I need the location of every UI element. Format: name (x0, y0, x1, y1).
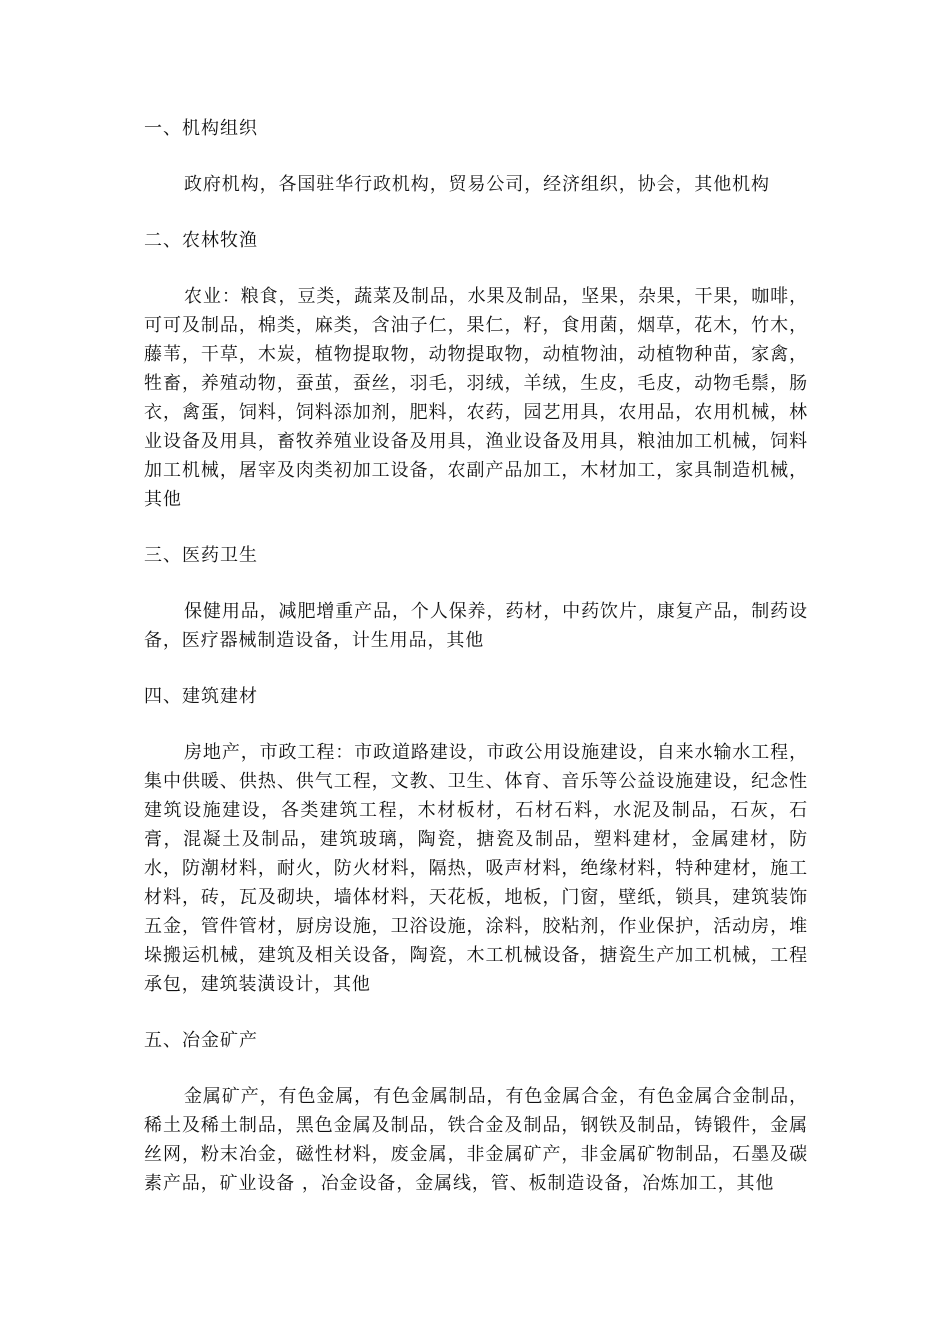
section-heading-organizations: 一、机构组织 (144, 118, 258, 139)
section-body-medicine: 保健用品，减肥增重产品，个人保养，药材，中药饮片，康复产品，制药设备，医疗器械制造设备，计生用品，其他 (144, 601, 808, 651)
section-body-agriculture: 农业：粮食，豆类，蔬菜及制品，水果及制品，坚果，杂果，干果，咖啡，可可及制品，棉类，麻类，含油子仁，果仁，籽，食用菌，烟草，花木，竹木，藤苇，干草，木炭，植物提取物，动物提取物，动植物油，动植物种苗，家禽，牲畜，养殖动物，蚕茧，蚕丝，羽毛，羽绒，羊绒，生皮，毛皮，动物毛鬃，肠衣，禽蛋，饲料，饲料添加剂，肥料，农药，园艺用具，农用品，农用机械，林业设备及用具，畜牧养殖业设备及用具，渔业设备及用具，粮油加工机械，饲料加工机械，屠宰及肉类初加工设备，农副产品加工，木材加工，家具制造机械，其他 (144, 286, 808, 510)
section-heading-metallurgy: 五、冶金矿产 (144, 1030, 258, 1051)
spacer (144, 199, 808, 226)
spacer (144, 1055, 808, 1082)
section-heading-medicine: 三、医药卫生 (144, 545, 258, 566)
spacer (144, 711, 808, 738)
spacer (144, 143, 808, 170)
spacer (144, 514, 808, 541)
section-body-organizations: 政府机构，各国驻华行政机构，贸易公司，经济组织，协会，其他机构 (184, 174, 770, 195)
section-body-metallurgy: 金属矿产，有色金属，有色金属制品，有色金属合金，有色金属合金制品，稀土及稀土制品，黑色金属及制品，铁合金及制品，钢铁及制品，铸锻件，金属丝网，粉末冶金，磁性材料，废金属，非金属矿产，非金属矿物制品，石墨及碳素产品，矿业设备 ，冶金设备，金属线，管、板制造设备，冶炼加工，其他 (144, 1086, 808, 1194)
section-heading-construction: 四、建筑建材 (144, 686, 258, 707)
section-heading-agriculture: 二、农林牧渔 (144, 230, 258, 251)
spacer (144, 255, 808, 282)
section-body-construction: 房地产，市政工程：市政道路建设，市政公用设施建设，自来水输水工程，集中供暖、供热、供气工程，文教、卫生、体育、音乐等公益设施建设，纪念性建筑设施建设，各类建筑工程，木材板材，石材石料，水泥及制品，石灰，石膏，混凝土及制品，建筑玻璃，陶瓷，搪瓷及制品，塑料建材，金属建材，防水，防潮材料，耐火，防火材料，隔热，吸声材料，绝缘材料，特种建材，施工材料，砖，瓦及砌块，墙体材料，天花板，地板，门窗，壁纸，锁具，建筑装饰五金，管件管材，厨房设施，卫浴设施，涂料，胶粘剂，作业保护，活动房，堆垛搬运机械，建筑及相关设备，陶瓷，木工机械设备，搪瓷生产加工机械，工程承包，建筑装潢设计，其他 (144, 742, 808, 995)
spacer (144, 999, 808, 1026)
spacer (144, 570, 808, 597)
spacer (144, 655, 808, 682)
document-body (144, 114, 808, 1198)
